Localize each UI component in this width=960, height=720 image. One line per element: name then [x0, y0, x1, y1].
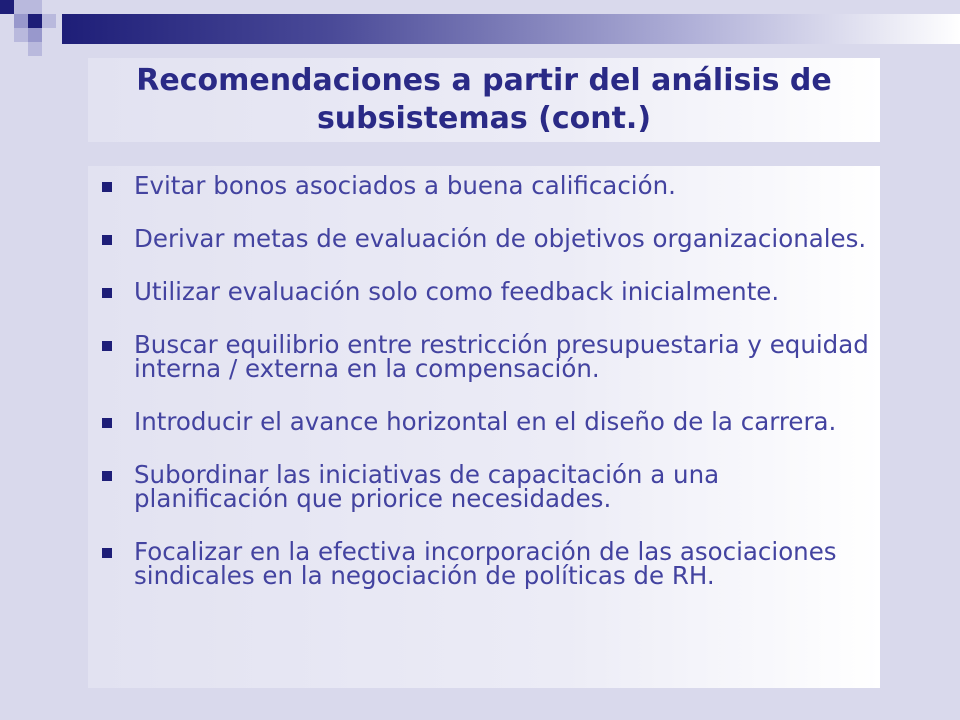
bullet-text: Focalizar en la efectiva incorporación de las asociaciones sindicales en la negociación de políticas de RH.	[134, 537, 837, 590]
decor-square-light	[14, 28, 28, 42]
bullet-item	[102, 330, 872, 383]
bullet-text: Subordinar las iniciativas de capacitación a una planificación que priorice necesidades.	[134, 460, 720, 513]
bullet-item	[102, 407, 872, 436]
decor-square-light	[14, 0, 28, 14]
bullet-text: Derivar metas de evaluación de objetivos organizacionales.	[134, 224, 867, 253]
square-bullet-icon	[102, 182, 112, 192]
decor-square-light	[28, 42, 42, 56]
bullet-item	[102, 171, 872, 200]
decor-square-navy	[28, 14, 42, 28]
slide-title: Recomendaciones a partir del análisis de subsistemas (cont.)	[136, 63, 832, 136]
bullet-item	[102, 277, 872, 306]
bullet-text: Buscar equilibrio entre restricción presupuestaria y equidad interna / externa en la compensación.	[134, 330, 869, 383]
decor-square-light	[42, 14, 56, 28]
square-bullet-icon	[102, 341, 112, 351]
bullet-item	[102, 224, 872, 253]
square-bullet-icon	[102, 471, 112, 481]
decor-square-navy	[0, 0, 14, 14]
square-bullet-icon	[102, 235, 112, 245]
content-box	[88, 166, 880, 688]
square-bullet-icon	[102, 418, 112, 428]
title-box	[88, 58, 880, 142]
bullet-item	[102, 537, 872, 590]
square-bullet-icon	[102, 288, 112, 298]
decor-square-mid	[28, 28, 42, 42]
decor-square-light	[28, 0, 42, 14]
bullet-item	[102, 460, 872, 513]
bullet-text: Utilizar evaluación solo como feedback inicialmente.	[134, 277, 780, 306]
bullet-text: Evitar bonos asociados a buena calificación.	[134, 171, 676, 200]
decor-square-mid	[14, 14, 28, 28]
square-bullet-icon	[102, 548, 112, 558]
bullet-list	[102, 171, 872, 617]
bullet-text: Introducir el avance horizontal en el diseño de la carrera.	[134, 407, 837, 436]
header-gradient-bar	[62, 14, 960, 44]
